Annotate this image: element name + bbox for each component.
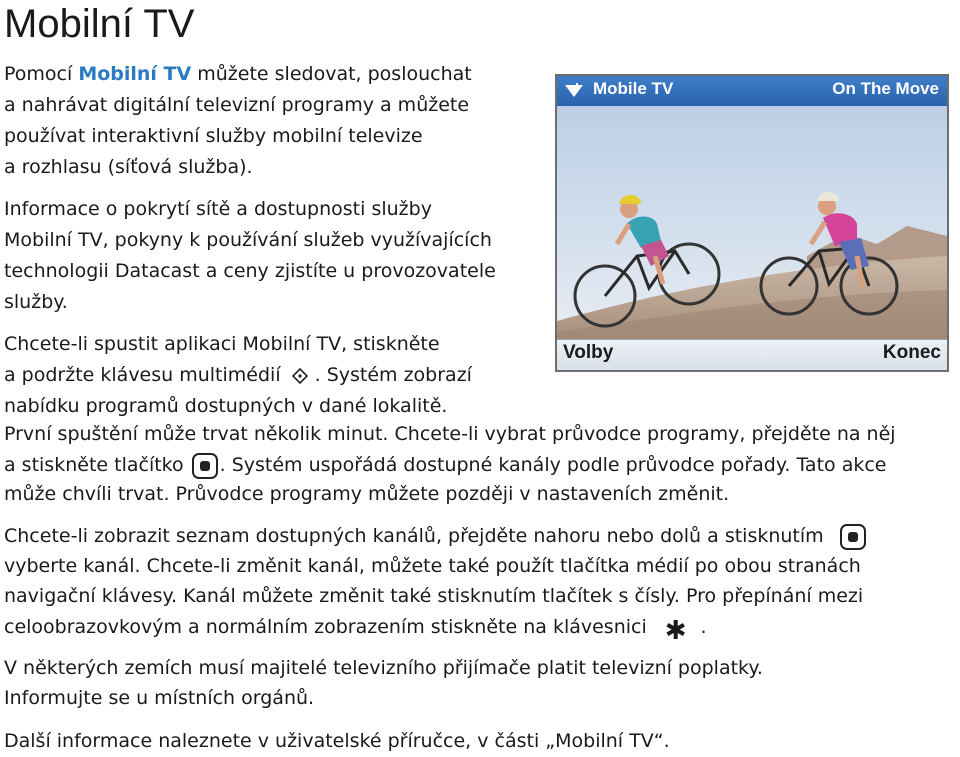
- tv-video-frame: [557, 106, 947, 342]
- info-line-1: Informace o pokrytí sítě a dostupnosti služby: [4, 198, 432, 220]
- channels-line-4-after: .: [700, 616, 707, 638]
- app-name-highlight: Mobilní TV: [78, 63, 192, 85]
- launch-line-2-before: a podržte klávesu multimédií: [4, 364, 281, 386]
- intro-line-4: a rozhlasu (síťová služba).: [4, 156, 253, 178]
- launch-line-2-after: . Systém zobrazí: [314, 364, 472, 386]
- intro-line-2: a nahrávat digitální televizní programy a můžete: [4, 94, 470, 116]
- page-title: Mobilní TV: [4, 2, 195, 46]
- channels-line-3: navigační klávesy. Kanál můžete změnit také stisknutím tlačítek s čísly. Pro přepínání mezi: [4, 585, 864, 607]
- phone-title-bar: [557, 76, 947, 107]
- fees-line-2: Informujte se u místních orgánů.: [4, 687, 315, 709]
- channels-line-1: [4, 521, 868, 552]
- phone-softkey-bar: [557, 339, 947, 370]
- signal-icon: [563, 82, 585, 100]
- intro-line-1-rest: můžete sledovat, poslouchat: [191, 63, 472, 85]
- launch-line-2: [4, 360, 472, 391]
- options-softkey[interactable]: Volby: [563, 342, 614, 363]
- launch-line-5-after: . Systém uspořádá dostupné kanály podle průvodce pořady. Tato akce: [219, 454, 887, 476]
- phone-app-title: Mobile TV: [593, 79, 674, 98]
- launch-line-1: Chcete-li spustit aplikaci Mobilní TV, stiskněte: [4, 333, 440, 355]
- info-line-4: služby.: [4, 291, 68, 313]
- channels-line-1-text: Chcete-li zobrazit seznam dostupných kanálů, přejděte nahoru nebo dolů a stisknutím: [4, 525, 824, 547]
- phone-screenshot: [555, 74, 949, 372]
- channels-line-2: vyberte kanál. Chcete-li změnit kanál, můžete také použít tlačítka médií po obou stranách: [4, 555, 861, 577]
- more-info-line: Další informace naleznete v uživatelské příručce, v části „Mobilní TV“.: [4, 730, 670, 752]
- launch-line-3: nabídku programů dostupných v dané lokalitě.: [4, 395, 448, 417]
- select-key-icon: [192, 453, 218, 479]
- intro-prefix: Pomocí: [4, 63, 79, 85]
- phone-status-text: On The Move: [832, 79, 939, 98]
- launch-line-4: První spuštění může trvat několik minut. Chcete-li vybrat průvodce programy, přejděte na něj: [4, 423, 896, 445]
- intro-line-3: používat interaktivní služby mobilní televize: [4, 125, 423, 147]
- fees-line-1: V některých zemích musí majitelé televizního přijímače platit televizní poplatky.: [4, 657, 763, 679]
- launch-line-5-before: a stiskněte tlačítko: [4, 454, 184, 476]
- star-key-icon: ✱: [664, 616, 687, 646]
- launch-line-6: může chvíli trvat. Průvodce programy můžete později v nastaveních změnit.: [4, 483, 730, 505]
- intro-line-1: [4, 59, 472, 90]
- channels-line-4: [4, 612, 707, 647]
- channels-line-4-before: celoobrazovkovým a normálním zobrazením stiskněte na klávesnici: [4, 616, 647, 638]
- info-line-2: Mobilní TV, pokyny k používání služeb využívajících: [4, 229, 492, 251]
- select-key-icon: [840, 524, 866, 550]
- launch-line-5: [4, 450, 886, 481]
- info-line-3: technologii Datacast a ceny zjistíte u provozovatele: [4, 260, 496, 282]
- exit-softkey[interactable]: Konec: [882, 342, 941, 363]
- multimedia-key-icon: [289, 365, 311, 387]
